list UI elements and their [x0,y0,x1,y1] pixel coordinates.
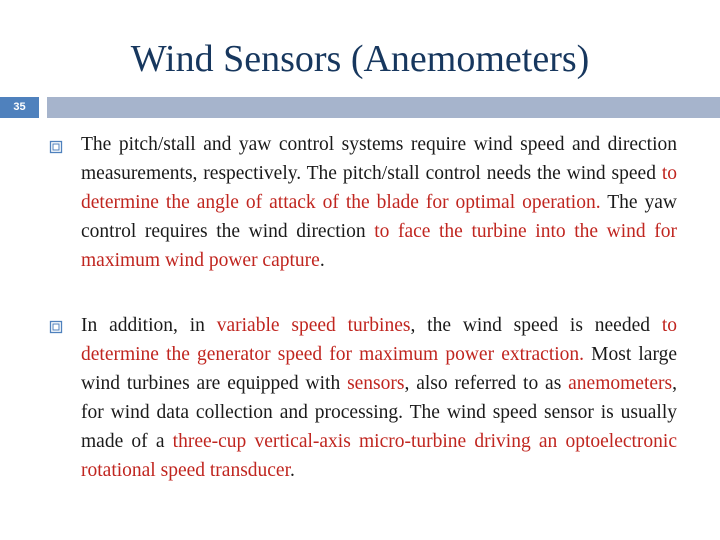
highlighted-text-run: to face the turbine into the wind for maximum wind power capture [81,221,677,271]
text-run: , the wind speed is needed [410,315,662,336]
highlighted-text-run: variable speed turbines [216,315,411,336]
text-run: The pitch/stall and yaw control systems require wind speed and direction measurements, respectively. The pitch/stall control needs the wind speed [81,134,677,184]
text-run: , for wind data collection and processing. The wind speed sensor is usually made of a [81,373,677,452]
header-rule [47,97,720,118]
text-run: . [290,460,295,481]
text-run: Most large wind turbines are equipped with [81,344,678,394]
text-run: The yaw control requires the wind direction [81,192,677,242]
highlighted-text-run: to determine the angle of attack of the blade for optimal operation. [81,163,677,213]
bullet-paragraph-1 [81,130,677,275]
slide-number: 35 [0,97,39,118]
highlighted-text-run: sensors [347,373,405,394]
highlighted-text-run: to determine the generator speed for maximum power extraction. [81,315,677,365]
highlighted-text-run: anemometers [568,373,673,394]
text-run: . [319,250,325,271]
text-run: In addition, in [81,315,217,336]
square-bullet-icon [49,140,63,154]
square-bullet-icon [49,320,63,334]
highlighted-text-run: three-cup vertical-axis micro-turbine driving an optoelectronic rotational speed transducer [81,431,677,481]
text-run: , also referred to as [404,373,569,394]
slide-title: Wind Sensors (Anemometers) [130,38,590,80]
bullet-paragraph-2 [81,311,677,485]
